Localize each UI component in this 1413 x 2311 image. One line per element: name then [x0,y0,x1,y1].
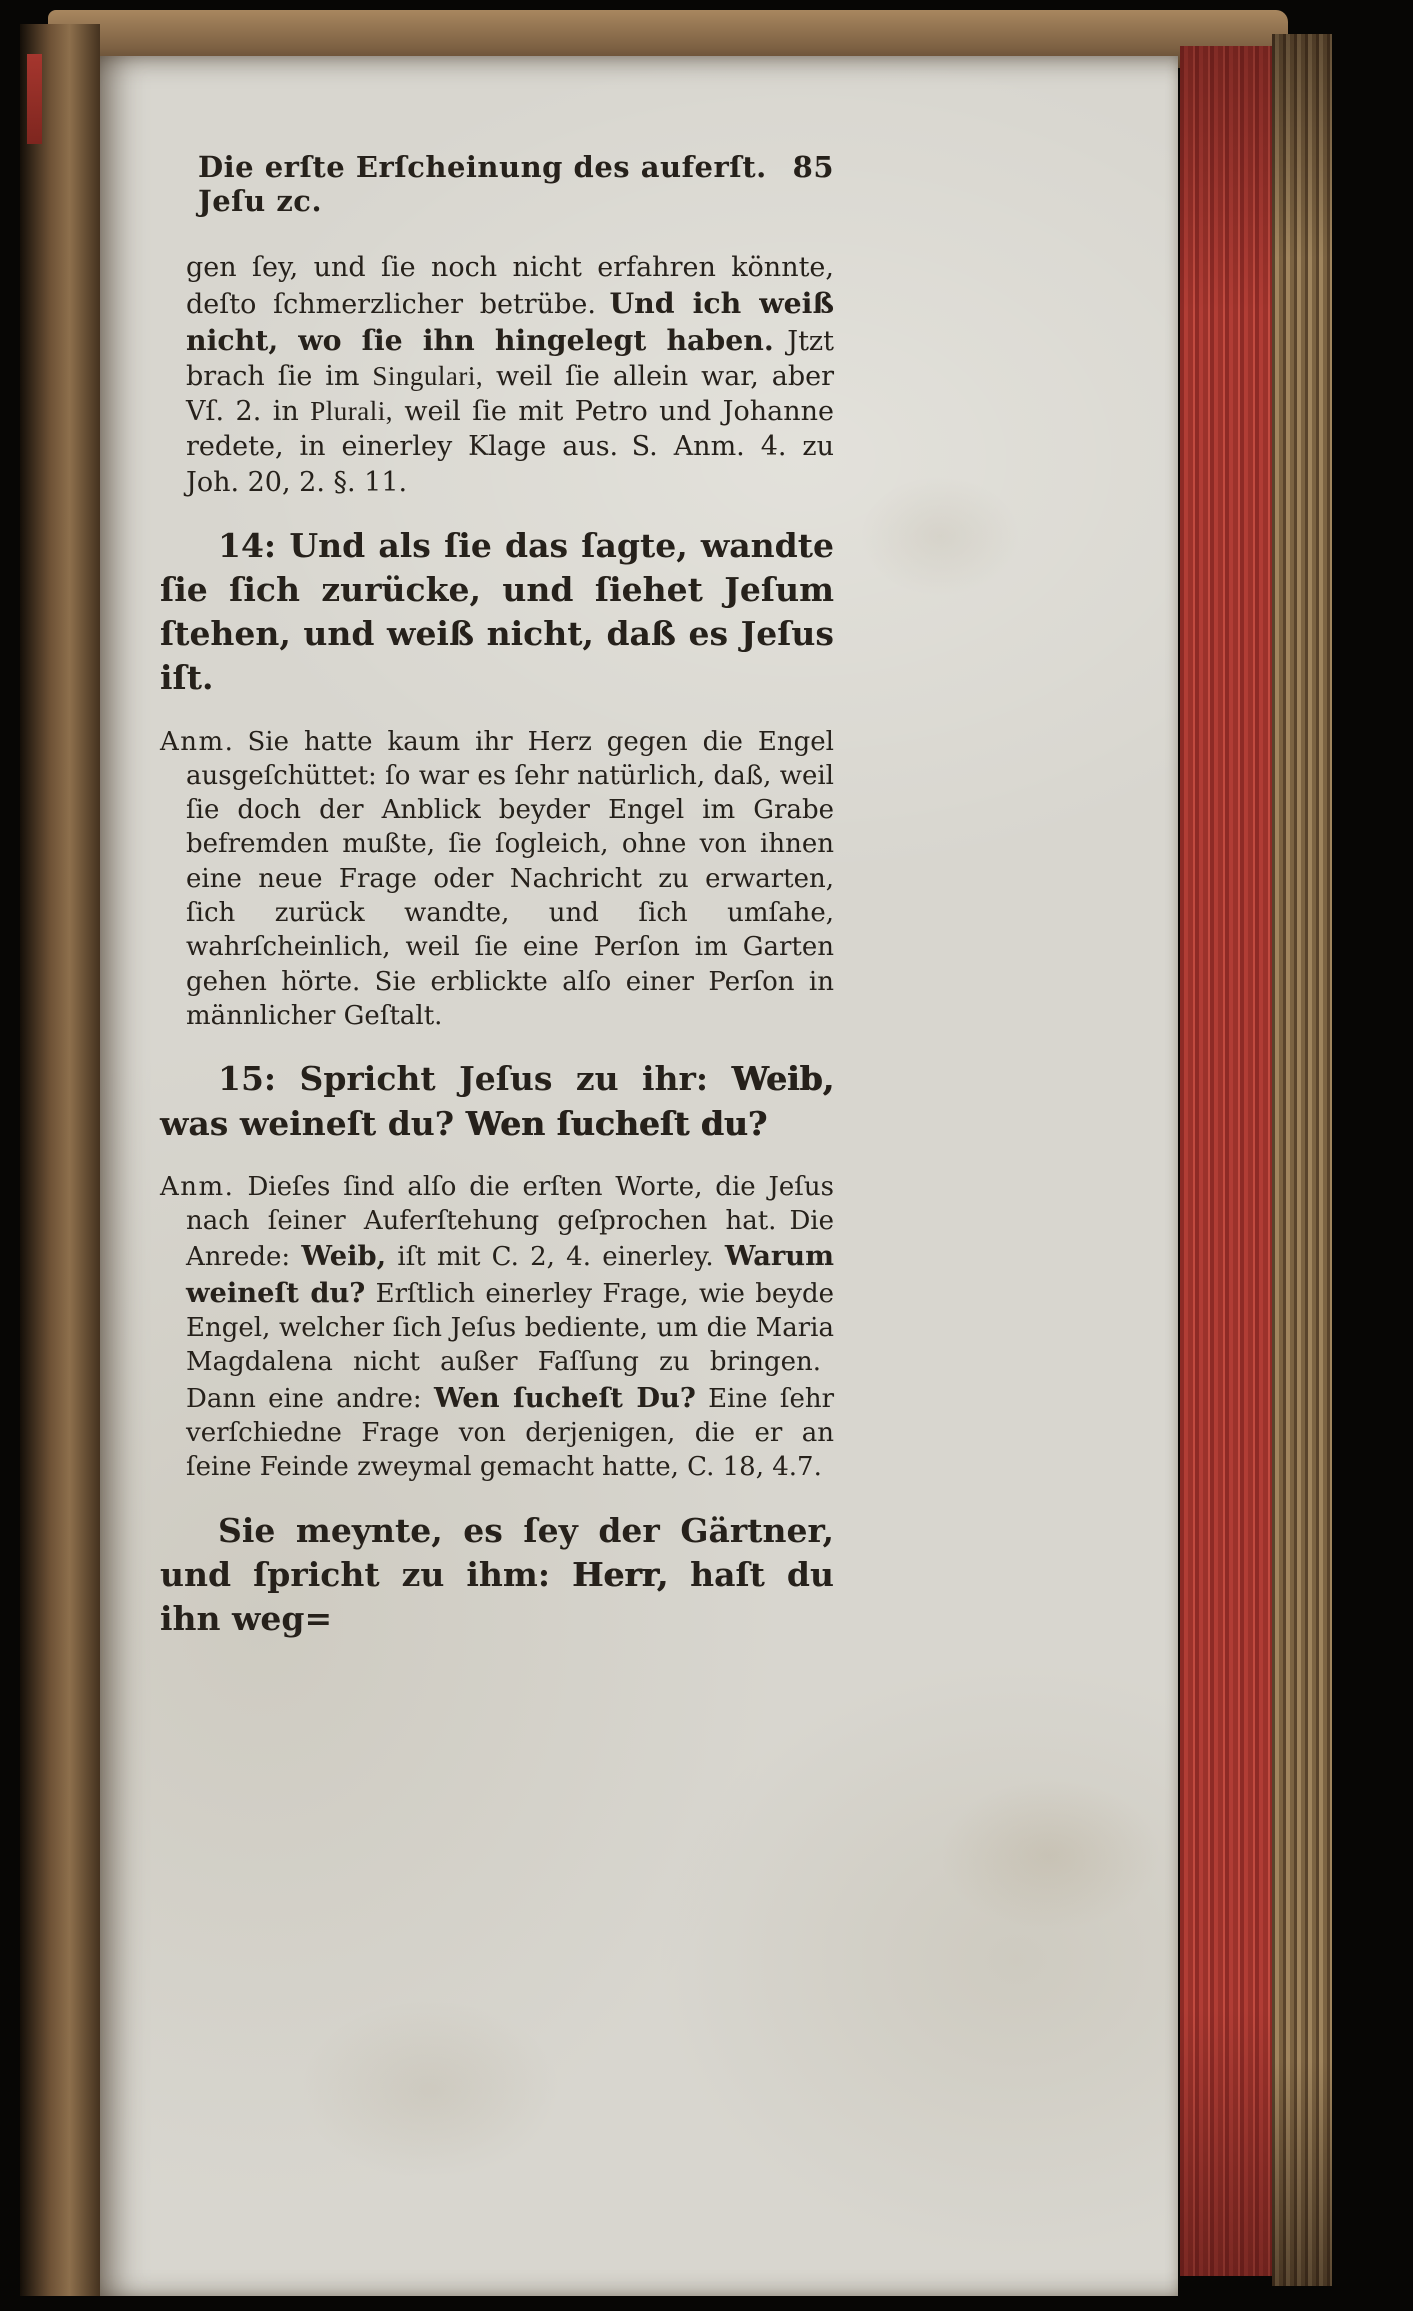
text-segment-normal: Dieſes ſind alſo die erſten Worte, die Jeſus nach ſeiner Auferſtehung geſprochen hat. Die Anrede: [186,1171,834,1273]
text-segment-strong: Wen ſucheſt du? [465,1103,768,1143]
text-segment-strong: Weib, [731,1059,834,1099]
text-segment-label: Anm. [160,726,235,757]
paragraph-annotation [160,1170,834,1485]
text-segment-normal: iſt mit C. 2, 4. einerley. [386,1242,725,1273]
paragraph-verse [160,1057,834,1145]
page-number: 85 [792,150,834,184]
text-segment-normal: 14: Und als ſie das ſagte, wandte ſie ſich zurücke, und ſiehet Jeſum ſtehen, und weiß nicht, daß es Jeſus iſt. [160,525,834,698]
red-fore-edge [1180,46,1272,2276]
text-segment-normal: 15: Spricht Jeſus zu ihr: [218,1059,732,1099]
paragraph-verse [160,1509,834,1642]
running-header [198,150,834,218]
text-segment-normal: Erſtlich einerley Frage, wie beyde Engel, welcher ſich Jeſus bediente, um die Maria Magdalena nicht außer Faſſung zu bringen. Dann eine andre: [186,1278,834,1414]
text-segment-normal: was weineſt du? [160,1103,466,1143]
text-segment-emphasis: Warum weineſt du? [186,1240,834,1309]
text-segment-normal: Jtzt brach ſie im [186,326,834,393]
text-segment-normal: weil ſie allein war, aber Vſ. 2. in [186,361,835,428]
text-segment-normal: Sie hatte kaum ihr Herz gegen die Engel ausgeſchüttet: ſo war es ſehr natürlich, daß, weil ſie doch der Anblick beyder Engel im Grabe befremden mußte, ſie ſogleich, ohne von ihnen eine neue Frage oder Nachricht zu erwarten, ſich zurück wandte, und ſich umſahe, wahrſcheinlich, weil ſie eine Perſon im Garten gehen hörte. Sie erblickte alſo einer Perſon in männlicher Geſtalt. [186,726,834,1032]
text-segment-roman: Plurali, [310,396,393,427]
text-body [160,150,835,1665]
text-segment-normal: gen ſey, und ſie noch nicht erfahren könnte, deſto ſchmerzlicher betrübe. [186,252,834,321]
text-segment-strong: Herr, [572,1554,669,1594]
text-segment-emphasis: Und ich weiß nicht, wo ſie ihn hingelegt haben. [186,286,834,358]
red-head-edge [27,54,42,144]
paragraph-body [186,250,834,500]
text-segment-roman: Singulari, [372,361,484,392]
text-segment-label: Anm. [160,1171,235,1202]
text-segment-emphasis: Weib, [301,1240,387,1273]
page-stack-edge [1272,34,1332,2286]
page-title: Die erſte Erſcheinung des auferſt. Jeſu zc. [198,150,767,218]
paragraph-annotation [160,725,834,1034]
text-segment-normal: Eine ſehr verſchiedne Frage von derjenigen, die er an ſeine Feinde zweymal gemacht hatte, C. 18, 4.7. [186,1383,835,1483]
text-segment-normal: haſt du ihn weg= [160,1554,834,1639]
book-binding [20,24,100,2296]
text-segment-emphasis: Wen ſucheſt Du? [433,1381,696,1414]
text-segment-normal: Sie meynte, es ſey der Gärtner, und ſpricht zu ihm: [160,1510,834,1594]
book-page [100,56,1178,2296]
paper-stain [860,476,1020,596]
paragraph-verse [160,524,834,701]
text-segment-normal: weil ſie mit Petro und Johanne redete, in einerley Klage aus. S. Anm. 4. zu Joh. 20, 2. §. 11. [186,396,834,498]
